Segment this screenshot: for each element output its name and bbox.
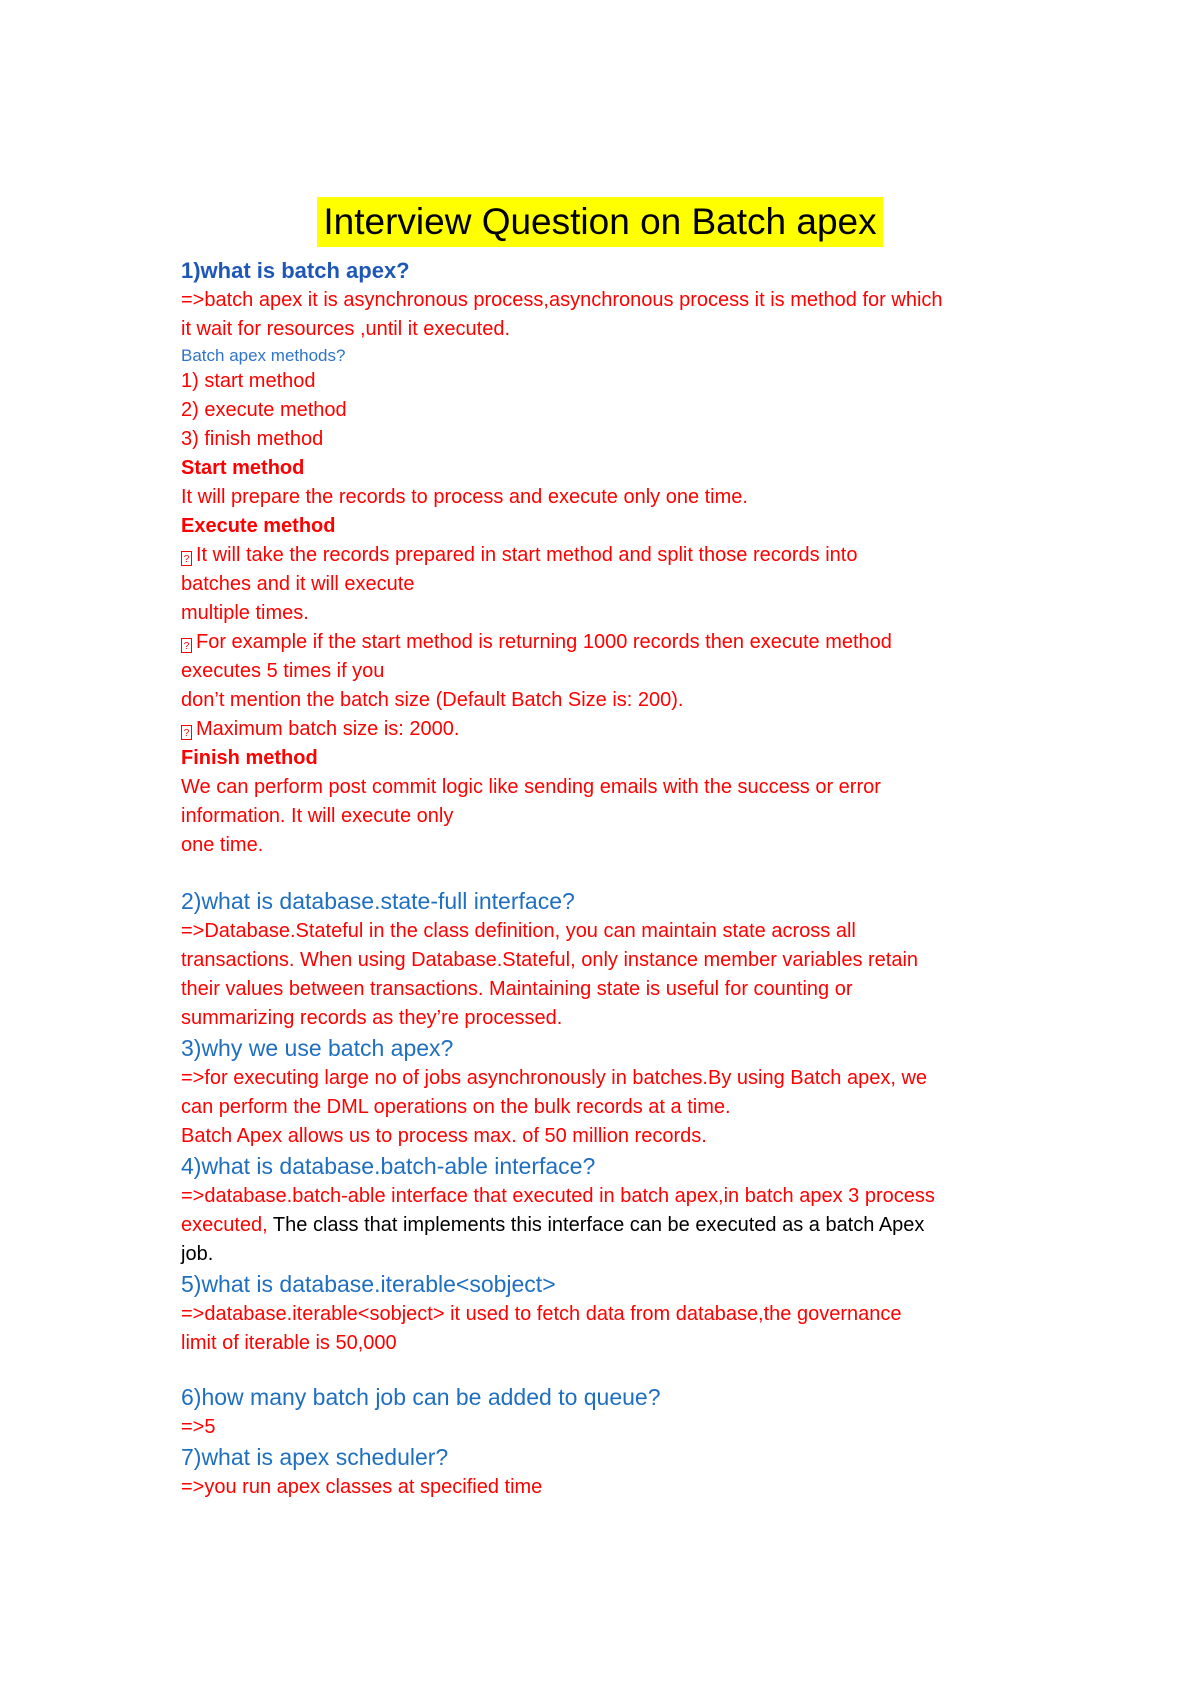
execute-method-heading: Execute method xyxy=(181,515,336,537)
question-7: 7)what is apex scheduler? xyxy=(181,1444,449,1470)
answer-1-line-2: it wait for resources ,until it executed. xyxy=(181,318,511,340)
method-item-start: 1) start method xyxy=(181,370,316,392)
document-body xyxy=(181,256,1081,1502)
answer-2-line-3: their values between transactions. Maintaining state is useful for counting or xyxy=(181,978,853,1000)
execute-line-2: batches and it will execute xyxy=(181,573,415,595)
start-method-heading: Start method xyxy=(181,457,305,479)
method-item-execute: 2) execute method xyxy=(181,399,347,421)
finish-method-heading: Finish method xyxy=(181,747,318,769)
answer-3-line-1: =>for executing large no of jobs asynchronously in batches.By using Batch apex, we xyxy=(181,1067,928,1089)
question-6: 6)how many batch job can be added to queue? xyxy=(181,1384,661,1410)
execute-line-5: executes 5 times if you xyxy=(181,660,385,682)
question-3: 3)why we use batch apex? xyxy=(181,1035,454,1061)
answer-2-line-2: transactions. When using Database.Stateful, only instance member variables retain xyxy=(181,949,919,971)
spacer xyxy=(181,860,1081,886)
execute-line-6: don’t mention the batch size (Default Batch Size is: 200). xyxy=(181,689,684,711)
answer-4-line-2: executed, The class that implements this interface can be executed as a batch Apex xyxy=(181,1214,925,1236)
bullet-icon: ? xyxy=(181,638,192,653)
finish-line-2: information. It will execute only xyxy=(181,805,454,827)
question-2: 2)what is database.state-full interface? xyxy=(181,888,575,914)
answer-7: =>you run apex classes at specified time xyxy=(181,1476,543,1498)
finish-line-1: We can perform post commit logic like sending emails with the success or error xyxy=(181,776,881,798)
answer-6: =>5 xyxy=(181,1416,216,1438)
answer-3-line-2: can perform the DML operations on the bulk records at a time. xyxy=(181,1096,731,1118)
start-method-text: It will prepare the records to process and execute only one time. xyxy=(181,486,748,508)
execute-line-1: ? It will take the records prepared in start method and split those records into xyxy=(181,541,1081,570)
finish-line-3: one time. xyxy=(181,834,264,856)
method-item-finish: 3) finish method xyxy=(181,428,324,450)
answer-4-line-3: job. xyxy=(181,1243,214,1265)
bullet-icon: ? xyxy=(181,725,192,740)
question-5: 5)what is database.iterable<sobject> xyxy=(181,1271,556,1297)
question-4: 4)what is database.batch-able interface? xyxy=(181,1153,596,1179)
answer-4-line-1: =>database.batch-able interface that executed in batch apex,in batch apex 3 process xyxy=(181,1185,935,1207)
execute-line-7: ? Maximum batch size is: 2000. xyxy=(181,715,1081,744)
answer-3-line-3: Batch Apex allows us to process max. of 50 million records. xyxy=(181,1125,707,1147)
answer-2-line-4: summarizing records as they’re processed. xyxy=(181,1007,563,1029)
execute-line-4: ? For example if the start method is returning 1000 records then execute method xyxy=(181,628,1081,657)
answer-2-line-1: =>Database.Stateful in the class definition, you can maintain state across all xyxy=(181,920,856,942)
bullet-icon: ? xyxy=(181,551,192,566)
execute-line-3: multiple times. xyxy=(181,602,309,624)
answer-1-line-1: =>batch apex it is asynchronous process,asynchronous process it is method for which xyxy=(181,289,943,311)
page-title: Interview Question on Batch apex xyxy=(317,197,882,247)
methods-title: Batch apex methods? xyxy=(181,346,346,365)
spacer xyxy=(181,1358,1081,1382)
answer-5-line-1: =>database.iterable<sobject> it used to fetch data from database,the governance xyxy=(181,1303,902,1325)
answer-5-line-2: limit of iterable is 50,000 xyxy=(181,1332,397,1354)
question-1: 1)what is batch apex? xyxy=(181,258,410,283)
title-container xyxy=(0,197,1200,247)
